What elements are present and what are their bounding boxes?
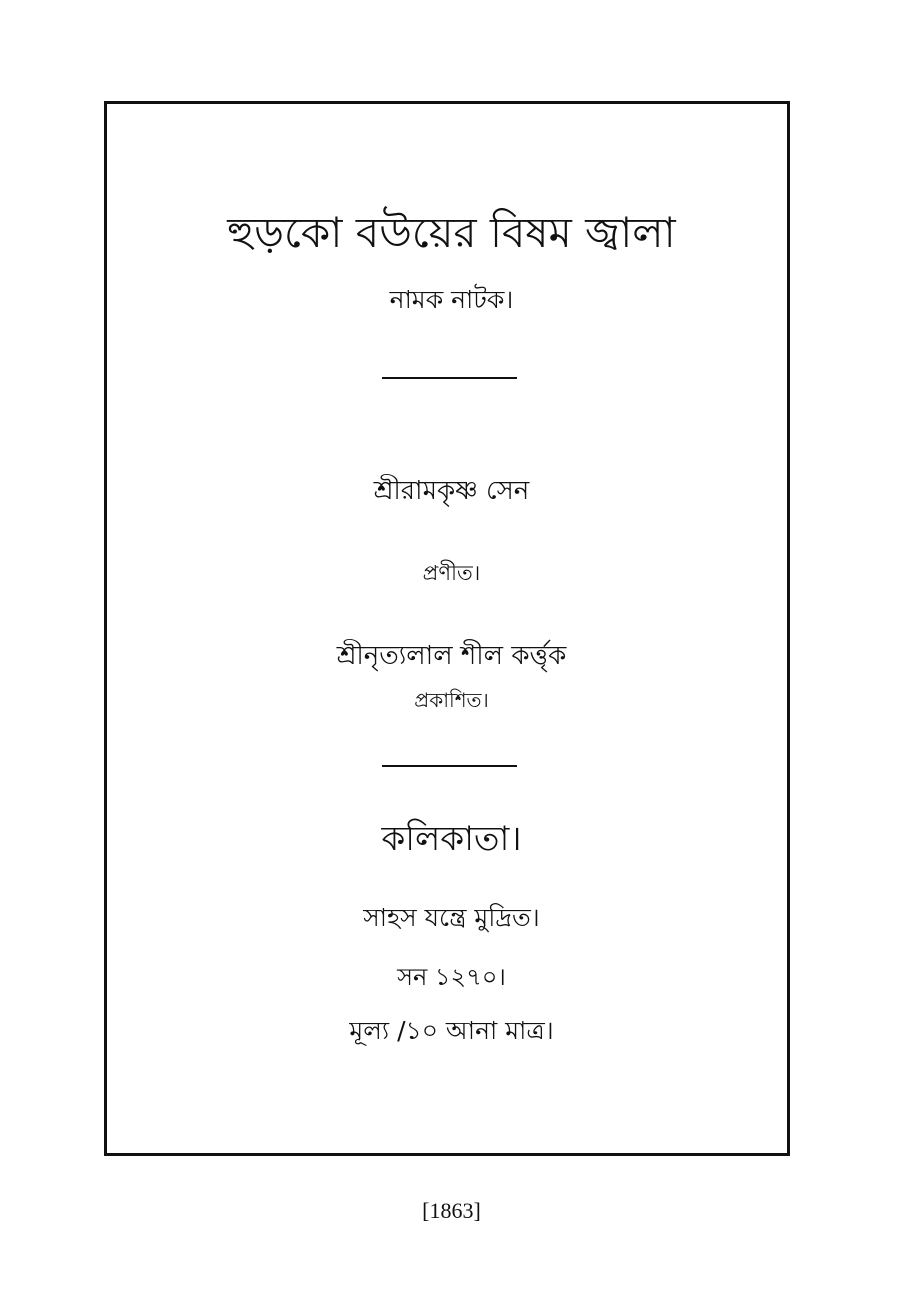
publisher-name: শ্রীনৃত্যলাল শীল কর্ত্তৃক — [336, 641, 567, 671]
divider-rule — [382, 765, 517, 767]
book-subtitle: নামক নাটক। — [389, 285, 514, 314]
title-page-border — [104, 101, 790, 1156]
author-name: শ্রীরামকৃষ্ণ সেন — [373, 476, 530, 506]
published-label: প্রকাশিত। — [414, 688, 489, 712]
city-name: কলিকাতা। — [381, 819, 522, 859]
divider-rule — [382, 377, 517, 379]
price-line: মূল্য /১০ আনা মাত্র। — [349, 1016, 554, 1045]
book-title: হুড়কো বউয়ের বিষম জ্বালা — [227, 208, 676, 257]
authored-label: প্রণীত। — [422, 561, 481, 585]
press-line: সাহস যন্ত্রে মুদ্রিত। — [363, 903, 540, 932]
year-line: সন ১২৭০। — [397, 963, 506, 991]
publication-year: [1863] — [422, 1198, 481, 1223]
